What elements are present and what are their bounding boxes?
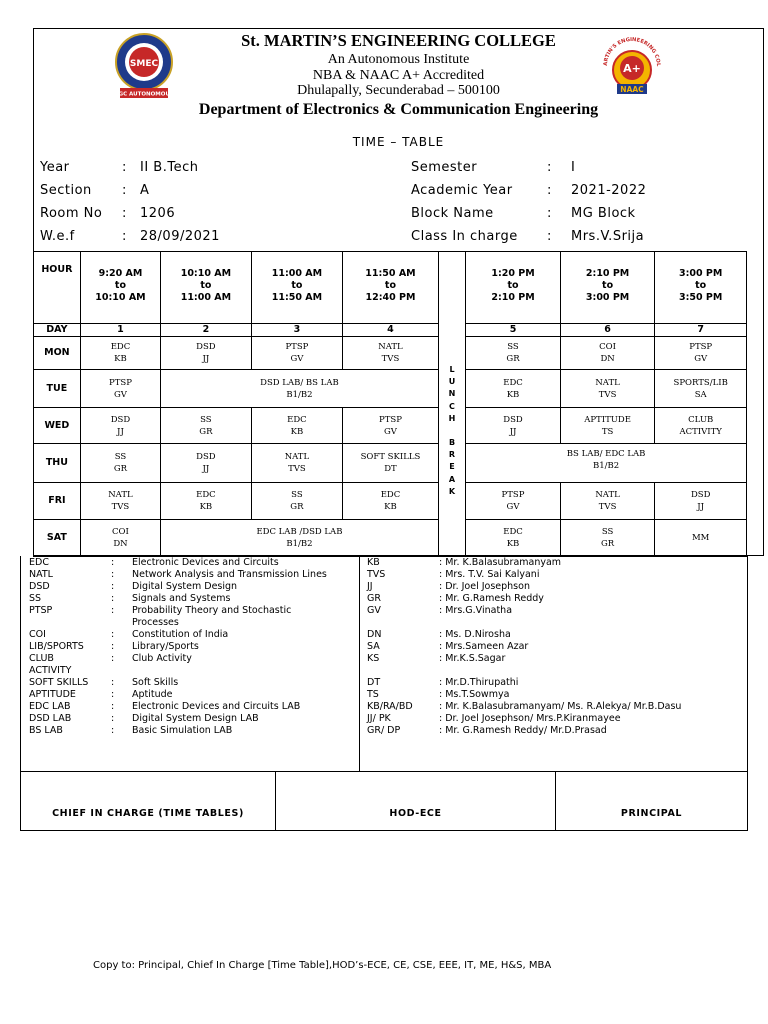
info-value: MG Block	[571, 206, 636, 221]
info-value: II B.Tech	[140, 160, 199, 175]
legend-subject: BS LAB : Basic Simulation LAB	[29, 725, 233, 736]
class-cell: NATL TVS	[560, 483, 655, 520]
legend-subject: EDC : Electronic Devices and Circuits	[29, 557, 279, 568]
slot-time-4: 11:50 AM to 12:40 PM	[343, 252, 439, 324]
info-value: A	[140, 183, 150, 198]
signature-chief: CHIEF IN CHARGE (TIME TABLES)	[52, 808, 244, 819]
class-cell: PTSP GV	[343, 408, 439, 444]
legend-subject: EDC LAB : Electronic Devices and Circuits LAB	[29, 701, 301, 712]
class-cell: SPORTS/LIB SA	[655, 370, 747, 408]
signature-principal: PRINCIPAL	[620, 808, 683, 819]
info-value: I	[571, 160, 576, 175]
left-logo-text: SMEC	[129, 59, 159, 69]
legend-faculty: TVS : Mrs. T.V. Sai Kalyani	[367, 569, 540, 580]
timetable-grid	[33, 251, 747, 557]
slot-number: 5	[466, 324, 561, 337]
legend-faculty: DT : Mr.D.Thirupathi	[367, 677, 519, 688]
class-cell: PTSP GV	[251, 337, 343, 370]
right-logo-text: A+	[623, 62, 641, 75]
info-label: Room No	[40, 206, 103, 221]
class-cell: NATL TVS	[80, 483, 160, 520]
class-cell: COI DN	[560, 337, 655, 370]
address-line: Dhulapally, Secunderabad – 500100	[297, 83, 500, 98]
signature-hod: HOD-ECE	[389, 808, 442, 819]
legend-subject: SOFT SKILLS : Soft Skills	[29, 677, 179, 688]
info-value: 28/09/2021	[140, 229, 220, 244]
class-cell: DSD JJ	[161, 337, 252, 370]
class-cell: PTSP GV	[466, 483, 561, 520]
day-row-fri	[34, 483, 747, 520]
class-cell: SS GR	[80, 444, 160, 483]
lunch-break: L U N C H B R E A K	[438, 252, 465, 557]
info-label: Class In charge	[411, 229, 518, 244]
copy-to-line: Copy to: Principal, Chief In Charge [Time Table],HOD’s-ECE, CE, CSE, EEE, IT, ME, H&S, MBA	[93, 960, 552, 971]
legend-divider	[359, 556, 360, 771]
class-cell: SOFT SKILLS DT	[343, 444, 439, 483]
slot-time-6: 2:10 PM to 3:00 PM	[560, 252, 655, 324]
info-colon: :	[547, 206, 552, 221]
legend-faculty: KB : Mr. K.Balasubramanyam	[367, 557, 562, 568]
day-label: DAY	[34, 324, 81, 337]
class-cell: EDC KB	[466, 520, 561, 557]
legend-subject: LIB/SPORTS : Library/Sports	[29, 641, 199, 652]
day-name: WED	[34, 408, 81, 444]
day-name: MON	[34, 337, 81, 370]
class-cell: EDC KB	[466, 370, 561, 408]
left-logo-caption: UGC AUTONOMOUS	[114, 91, 174, 98]
class-cell: PTSP GV	[80, 370, 160, 408]
legend-subject: SS : Signals and Systems	[29, 593, 231, 604]
slot-time-7: 3:00 PM to 3:50 PM	[655, 252, 747, 324]
right-logo-caption: NAAC	[620, 85, 644, 94]
legend-subject-cont: ACTIVITY	[29, 665, 72, 676]
legend-faculty: JJ : Dr. Joel Josephson	[367, 581, 530, 592]
class-cell: EDC KB	[343, 483, 439, 520]
class-cell: COI DN	[80, 520, 160, 557]
class-cell: NATL TVS	[560, 370, 655, 408]
class-cell: EDC KB	[251, 408, 343, 444]
legend-subject: COI : Constitution of India	[29, 629, 229, 640]
day-row-thu	[34, 444, 747, 483]
info-value: Mrs.V.Srija	[571, 229, 645, 244]
legend-faculty: GR : Mr. G.Ramesh Reddy	[367, 593, 544, 604]
class-cell: DSD JJ	[161, 444, 252, 483]
legend-subject: NATL : Network Analysis and Transmission Lines	[29, 569, 327, 580]
slot-time-2: 10:10 AM to 11:00 AM	[161, 252, 252, 324]
legend-faculty: KS : Mr.K.S.Sagar	[367, 653, 506, 664]
lab-cell: BS LAB/ EDC LAB B1/B2	[466, 444, 747, 483]
hour-row	[34, 252, 747, 324]
info-colon: :	[547, 229, 552, 244]
department-title: Department of Electronics & Communication Engineering	[198, 101, 599, 118]
right-logo-arc: ARTIN'S ENGINEERING COL	[602, 36, 662, 67]
day-name: TUE	[34, 370, 81, 408]
day-row-mon	[34, 337, 747, 370]
day-name: FRI	[34, 483, 81, 520]
info-label: W.e.f	[40, 229, 75, 244]
info-label: Block Name	[411, 206, 494, 221]
day-number-row	[34, 324, 747, 337]
document-title: TIME – TABLE	[352, 135, 445, 149]
class-cell: SS GR	[161, 408, 252, 444]
slot-number: 6	[560, 324, 655, 337]
slot-number: 1	[80, 324, 160, 337]
info-label: Academic Year	[411, 183, 513, 198]
legend-faculty: GV : Mrs.G.Vinatha	[367, 605, 513, 616]
info-label: Section	[40, 183, 92, 198]
class-cell: CLUB ACTIVITY	[655, 408, 747, 444]
day-row-wed	[34, 408, 747, 444]
info-label: Year	[40, 160, 70, 175]
day-name: THU	[34, 444, 81, 483]
info-colon: :	[547, 183, 552, 198]
legend-faculty: DN : Ms. D.Nirosha	[367, 629, 511, 640]
slot-number: 2	[161, 324, 252, 337]
class-cell: MM	[655, 520, 747, 557]
legend-subject: PTSP : Probability Theory and Stochastic	[29, 605, 292, 616]
class-cell: DSD JJ	[466, 408, 561, 444]
info-value: 1206	[140, 206, 176, 221]
class-cell: SS GR	[466, 337, 561, 370]
info-colon: :	[122, 229, 127, 244]
institute-line: An Autonomous Institute	[327, 52, 470, 67]
legend-subject: APTITUDE : Aptitude	[29, 689, 173, 700]
class-cell: DSD JJ	[655, 483, 747, 520]
class-cell: NATL TVS	[251, 444, 343, 483]
college-name: St. MARTIN’S ENGINEERING COLLEGE	[241, 31, 556, 50]
class-cell: SS GR	[560, 520, 655, 557]
lab-cell: DSD LAB/ BS LAB B1/B2	[161, 370, 439, 408]
day-name: SAT	[34, 520, 81, 557]
class-cell: EDC KB	[80, 337, 160, 370]
legend-faculty: TS : Ms.T.Sowmya	[367, 689, 510, 700]
slot-number: 3	[251, 324, 343, 337]
legend-subject-cont: Processes	[132, 617, 179, 628]
class-cell: NATL TVS	[343, 337, 439, 370]
signature-row	[20, 771, 748, 831]
legend-subject: DSD : Digital System Design	[29, 581, 238, 592]
slot-time-3: 11:00 AM to 11:50 AM	[251, 252, 343, 324]
slot-number: 4	[343, 324, 439, 337]
info-colon: :	[547, 160, 552, 175]
info-label: Semester	[411, 160, 478, 175]
info-colon: :	[122, 183, 127, 198]
accreditation-line: NBA & NAAC A+ Accredited	[312, 68, 485, 83]
legend-faculty: JJ/ PK : Dr. Joel Josephson/ Mrs.P.Kiranmayee	[367, 713, 621, 724]
class-cell: DSD JJ	[80, 408, 160, 444]
legend-subject: DSD LAB : Digital System Design LAB	[29, 713, 259, 724]
day-row-tue	[34, 370, 747, 408]
class-cell: SS GR	[251, 483, 343, 520]
class-cell: EDC KB	[161, 483, 252, 520]
legend-subject: CLUB : Club Activity	[29, 653, 192, 664]
legend-faculty: SA : Mrs.Sameen Azar	[367, 641, 529, 652]
day-row-sat	[34, 520, 747, 557]
legend-box	[20, 556, 748, 772]
info-value: 2021-2022	[571, 183, 647, 198]
info-colon: :	[122, 206, 127, 221]
slot-time-5: 1:20 PM to 2:10 PM	[466, 252, 561, 324]
hour-label: HOUR	[34, 252, 81, 324]
slot-time-1: 9:20 AM to 10:10 AM	[80, 252, 160, 324]
slot-number: 7	[655, 324, 747, 337]
legend-faculty: KB/RA/BD : Mr. K.Balasubramanyam/ Ms. R.Alekya/ Mr.B.Dasu	[367, 701, 682, 712]
class-cell: APTITUDE TS	[560, 408, 655, 444]
class-cell: PTSP GV	[655, 337, 747, 370]
lab-cell: EDC LAB /DSD LAB B1/B2	[161, 520, 439, 557]
legend-faculty: GR/ DP : Mr. G.Ramesh Reddy/ Mr.D.Prasad	[367, 725, 607, 736]
info-colon: :	[122, 160, 127, 175]
